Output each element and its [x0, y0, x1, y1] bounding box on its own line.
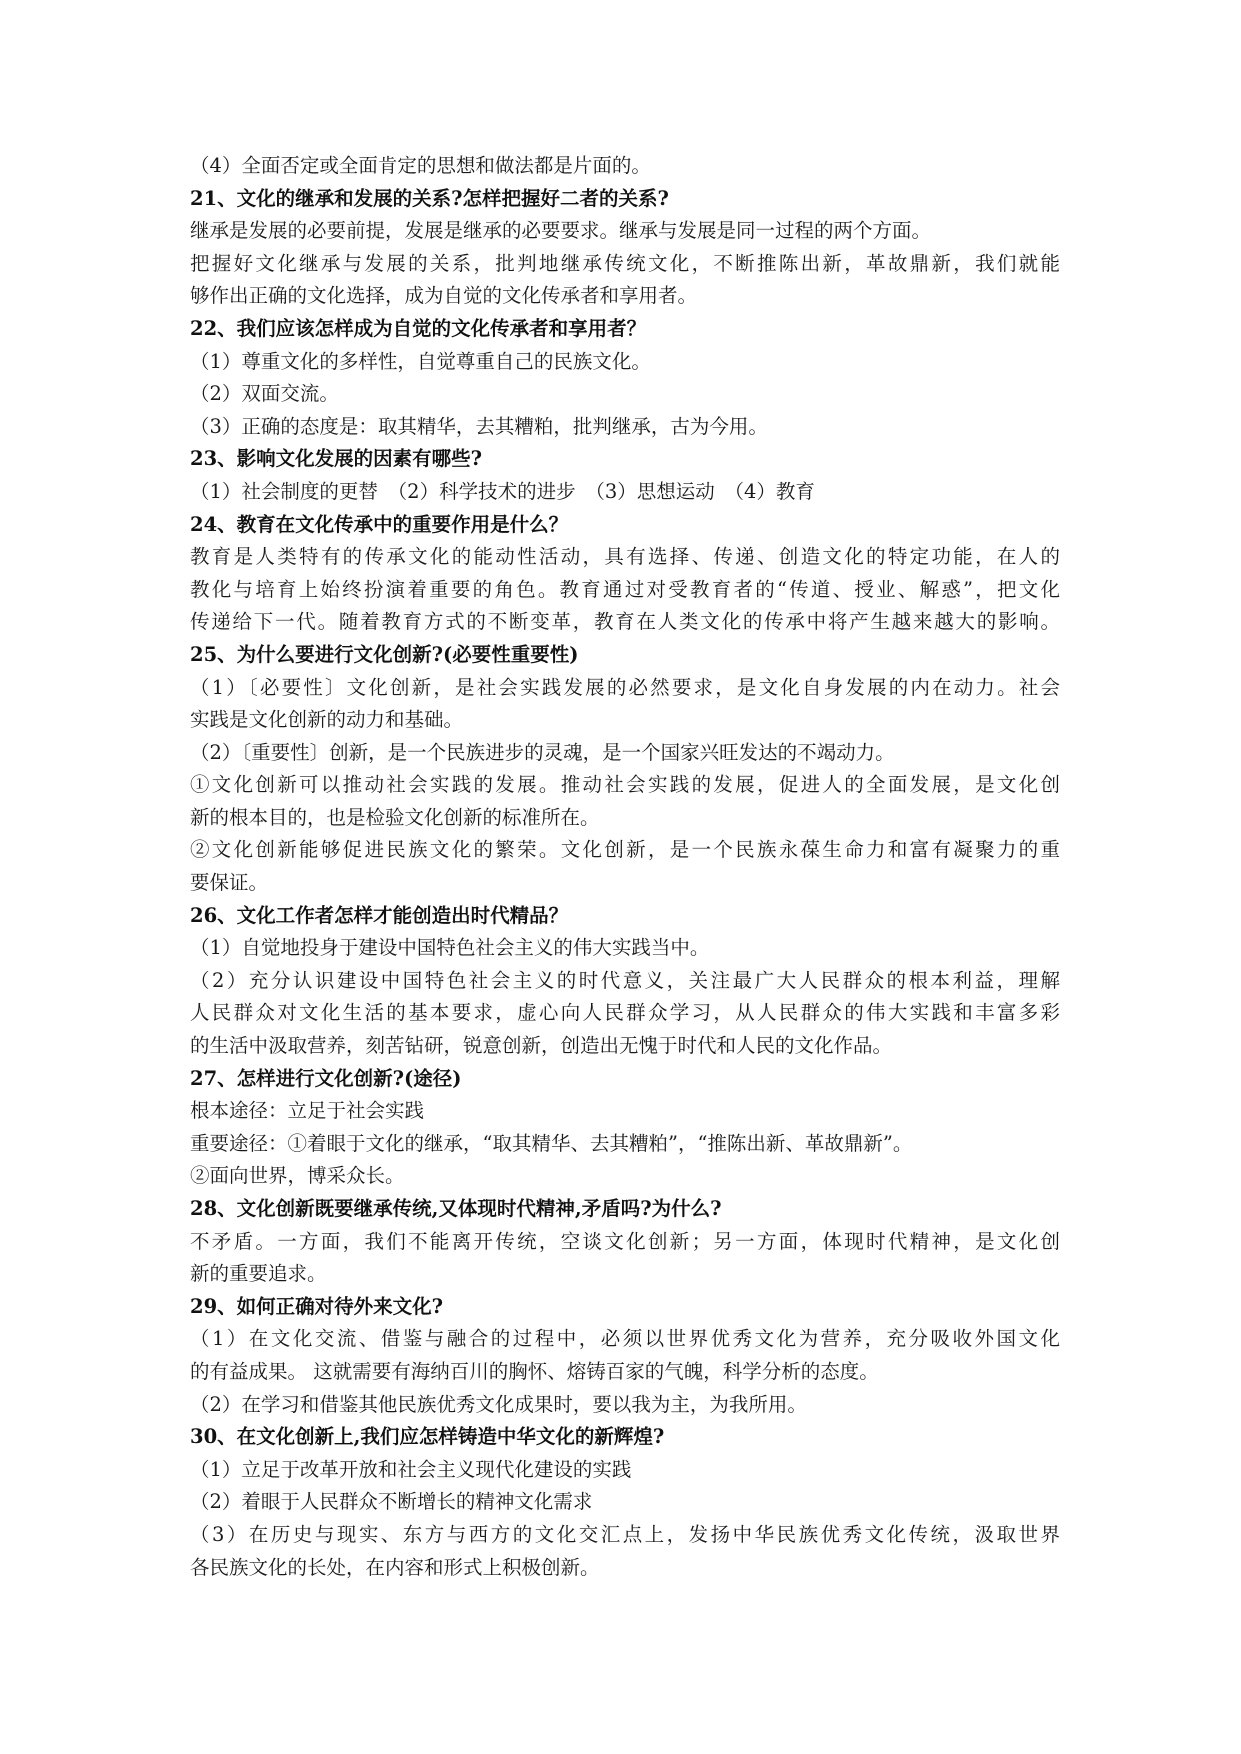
paragraph-line: 人民群众对文化生活的基本要求，虚心向人民群众学习，从人民群众的伟大实践和丰富多彩: [190, 1001, 1060, 1025]
paragraph-line: 各民族文化的长处，在内容和形式上积极创新。: [190, 1555, 600, 1579]
question-heading: 29、如何正确对待外来文化?: [190, 1294, 444, 1318]
paragraph-line: （1）自觉地投身于建设中国特色社会主义的伟大实践当中。: [190, 936, 710, 960]
question-heading: 27、怎样进行文化创新?(途径): [190, 1066, 462, 1090]
paragraph-line: 教化与培育上始终扮演着重要的角色。教育通过对受教育者的“传道、授业、解惑”，把文化: [190, 577, 1060, 601]
paragraph-line: 的有益成果。 这就需要有海纳百川的胸怀、熔铸百家的气魄，科学分析的态度。: [190, 1359, 879, 1383]
question-heading: 26、文化工作者怎样才能创造出时代精品？: [190, 903, 569, 927]
paragraph-line: （1）尊重文化的多样性，自觉尊重自己的民族文化。: [190, 349, 651, 373]
question-heading: 21、文化的继承和发展的关系?怎样把握好二者的关系?: [190, 186, 669, 210]
paragraph-line: （1）社会制度的更替 （2）科学技术的进步 （3）思想运动 （4）教育: [190, 479, 815, 503]
paragraph-line: 继承是发展的必要前提，发展是继承的必要要求。继承与发展是同一过程的两个方面。: [190, 219, 932, 243]
question-heading: 28、文化创新既要继承传统,又体现时代精神,矛盾吗?为什么?: [190, 1197, 722, 1220]
question-heading: 25、为什么要进行文化创新?(必要性重要性): [190, 642, 579, 666]
paragraph-line: （1）在文化交流、借鉴与融合的过程中，必须以世界优秀文化为营养，充分吸收外国文化: [190, 1327, 1060, 1351]
paragraph-line: （4）全面否定或全面肯定的思想和做法都是片面的。: [190, 154, 651, 177]
paragraph-line: （2）在学习和借鉴其他民族优秀文化成果时，要以我为主，为我所用。: [190, 1392, 807, 1416]
question-heading: 23、影响文化发展的因素有哪些?: [190, 447, 483, 471]
document-body: [190, 150, 1060, 1584]
question-heading: 30、在文化创新上,我们应怎样铸造中华文化的新辉煌?: [190, 1425, 665, 1449]
paragraph-line: ①文化创新可以推动社会实践的发展。推动社会实践的发展，促进人的全面发展，是文化创: [190, 773, 1060, 797]
paragraph-line: 够作出正确的文化选择，成为自觉的文化传承者和享用者。: [190, 284, 698, 308]
paragraph-line: 要保证。: [190, 871, 269, 895]
paragraph-line: （2）〔重要性〕创新，是一个民族进步的灵魂，是一个国家兴旺发达的不竭动力。: [190, 740, 895, 764]
paragraph-line: （2）充分认识建设中国特色社会主义的时代意义，关注最广大人民群众的根本利益，理解: [190, 968, 1060, 992]
paragraph-line: ②文化创新能够促进民族文化的繁荣。文化创新，是一个民族永葆生命力和富有凝聚力的重: [190, 838, 1060, 862]
paragraph-line: 根本途径：立足于社会实践: [190, 1099, 425, 1123]
paragraph-line: 不矛盾。一方面，我们不能离开传统，空谈文化创新；另一方面，体现时代精神，是文化创: [190, 1229, 1060, 1253]
paragraph-line: （2）双面交流。: [190, 382, 339, 406]
question-heading: 24、教育在文化传承中的重要作用是什么？: [190, 512, 569, 536]
question-heading: 22、我们应该怎样成为自觉的文化传承者和享用者？: [190, 316, 647, 340]
paragraph-line: ②面向世界，博采众长。: [190, 1164, 405, 1188]
paragraph-line: （3）在历史与现实、东方与西方的文化交汇点上，发扬中华民族优秀文化传统，汲取世界: [190, 1522, 1060, 1546]
paragraph-line: 把握好文化继承与发展的关系，批判地继承传统文化，不断推陈出新，革故鼎新，我们就能: [190, 251, 1060, 275]
paragraph-line: 传递给下一代。随着教育方式的不断变革，教育在人类文化的传承中将产生越来越大的影响。: [190, 610, 1060, 634]
paragraph-line: 新的重要追求。: [190, 1262, 327, 1286]
paragraph-line: （1）立足于改革开放和社会主义现代化建设的实践: [190, 1457, 632, 1481]
paragraph-line: （3）正确的态度是：取其精华，去其糟粕，批判继承，古为今用。: [190, 414, 768, 438]
paragraph-line: 新的根本目的，也是检验文化创新的标准所在。: [190, 805, 600, 829]
paragraph-line: （1）〔必要性〕文化创新，是社会实践发展的必然要求，是文化自身发展的内在动力。社会: [190, 675, 1060, 699]
paragraph-line: （2）着眼于人民群众不断增长的精神文化需求: [190, 1490, 593, 1514]
paragraph-line: 实践是文化创新的动力和基础。: [190, 708, 464, 732]
paragraph-line: 的生活中汲取营养，刻苦钻研，锐意创新，创造出无愧于时代和人民的文化作品。: [190, 1034, 893, 1058]
paragraph-line: 教育是人类特有的传承文化的能动性活动，具有选择、传递、创造文化的特定功能，在人的: [190, 545, 1060, 569]
paragraph-line: 重要途径：①着眼于文化的继承，“取其精华、去其糟粕”，“推陈出新、革故鼎新”。: [190, 1131, 913, 1155]
